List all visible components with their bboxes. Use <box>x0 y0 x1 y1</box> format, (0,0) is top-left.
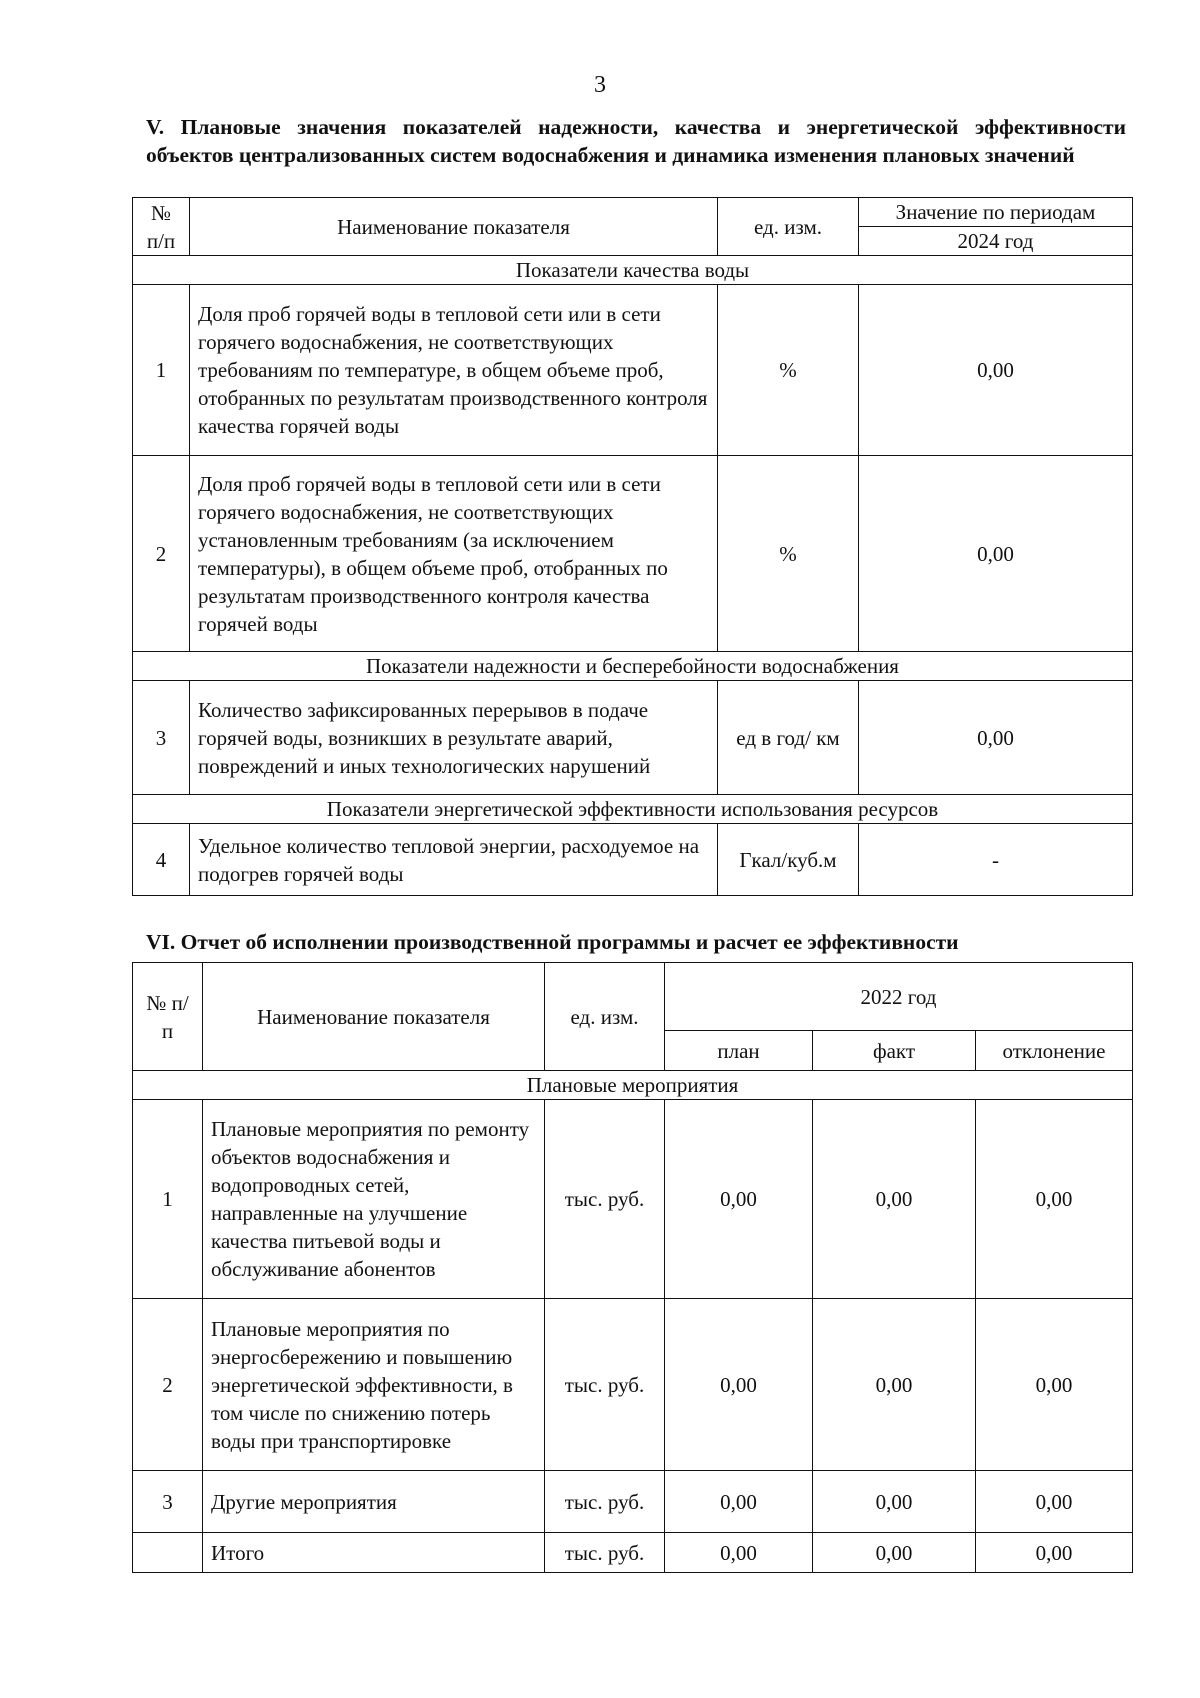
row-fact: 0,00 <box>813 1100 976 1299</box>
row-name: Плановые мероприятия по энергосбережению и повышению энергетической эффективности, в том числе по снижению потерь воды при транспортировке <box>203 1299 545 1471</box>
header-unit: ед. изм. <box>545 963 665 1071</box>
group-title-planned: Плановые мероприятия <box>133 1071 1133 1100</box>
row-num: 3 <box>133 681 190 795</box>
header-fact: факт <box>813 1031 976 1071</box>
group-title-energy: Показатели энергетической эффективности использования ресурсов <box>133 795 1133 824</box>
row-name: Удельное количество тепловой энергии, расходуемое на подогрев горячей воды <box>190 824 718 896</box>
header-deviation: отклонение <box>976 1031 1133 1071</box>
row-value: 0,00 <box>859 681 1133 795</box>
row-value: - <box>859 824 1133 896</box>
row-unit: ед в год/ км <box>718 681 859 795</box>
row-num: 1 <box>133 285 190 456</box>
row-num <box>133 1533 203 1573</box>
table-row <box>133 285 1133 456</box>
page-number: 3 <box>594 72 606 98</box>
row-fact: 0,00 <box>813 1299 976 1471</box>
header-num: № п/п <box>133 198 190 256</box>
row-plan: 0,00 <box>665 1471 813 1533</box>
row-name: Итого <box>203 1533 545 1573</box>
row-unit: % <box>718 285 859 456</box>
row-plan: 0,00 <box>665 1299 813 1471</box>
header-plan: план <box>665 1031 813 1071</box>
header-num: № п/п <box>133 963 203 1071</box>
header-year: 2024 год <box>859 227 1133 256</box>
table-row <box>133 1299 1133 1471</box>
row-num: 3 <box>133 1471 203 1533</box>
header-name: Наименование показателя <box>203 963 545 1071</box>
row-deviation: 0,00 <box>976 1299 1133 1471</box>
header-year: 2022 год <box>665 963 1133 1031</box>
row-value: 0,00 <box>859 456 1133 652</box>
row-plan: 0,00 <box>665 1533 813 1573</box>
row-num: 1 <box>133 1100 203 1299</box>
header-periods: Значение по периодам <box>859 198 1133 227</box>
row-unit: тыс. руб. <box>545 1533 665 1573</box>
row-name: Другие мероприятия <box>203 1471 545 1533</box>
row-name: Плановые мероприятия по ремонту объектов водоснабжения и водопроводных сетей, направленные на улучшение качества питьевой воды и обслуживание абонентов <box>203 1100 545 1299</box>
row-num: 4 <box>133 824 190 896</box>
section-5-title: V. Плановые значения показателей надежности, качества и энергетической эффективности объектов централизованных систем водоснабжения и динамика изменения плановых значений <box>146 115 1126 167</box>
row-unit: тыс. руб. <box>545 1100 665 1299</box>
section-6-title: VI. Отчет об исполнении производственной программы и расчет ее эффективности <box>146 930 959 954</box>
row-plan: 0,00 <box>665 1100 813 1299</box>
group-title-reliability: Показатели надежности и бесперебойности водоснабжения <box>133 652 1133 681</box>
row-num: 2 <box>133 456 190 652</box>
header-unit: ед. изм. <box>718 198 859 256</box>
table-row <box>133 1471 1133 1533</box>
row-unit: тыс. руб. <box>545 1471 665 1533</box>
row-unit: Гкал/куб.м <box>718 824 859 896</box>
table-row <box>133 681 1133 795</box>
row-value: 0,00 <box>859 285 1133 456</box>
section-6-table <box>132 962 1133 1573</box>
section-5-table <box>132 197 1133 896</box>
row-num: 2 <box>133 1299 203 1471</box>
group-title-quality: Показатели качества воды <box>133 256 1133 285</box>
header-name: Наименование показателя <box>190 198 718 256</box>
row-name: Доля проб горячей воды в тепловой сети или в сети горячего водоснабжения, не соответствующих установленным требованиям (за исключением температуры), в общем объеме проб, отобранных по результатам производственного контроля качества горячей воды <box>190 456 718 652</box>
row-name: Количество зафиксированных перерывов в подаче горячей воды, возникших в результате аварий, повреждений и иных технологических нарушений <box>190 681 718 795</box>
row-unit: % <box>718 456 859 652</box>
table-row-total <box>133 1533 1133 1573</box>
row-deviation: 0,00 <box>976 1100 1133 1299</box>
row-deviation: 0,00 <box>976 1471 1133 1533</box>
table-row <box>133 456 1133 652</box>
row-deviation: 0,00 <box>976 1533 1133 1573</box>
table-row <box>133 1100 1133 1299</box>
table-row <box>133 824 1133 896</box>
row-fact: 0,00 <box>813 1533 976 1573</box>
row-name: Доля проб горячей воды в тепловой сети или в сети горячего водоснабжения, не соответствующих требованиям по температуре, в общем объеме проб, отобранных по результатам производственного контроля качества горячей воды <box>190 285 718 456</box>
row-unit: тыс. руб. <box>545 1299 665 1471</box>
row-fact: 0,00 <box>813 1471 976 1533</box>
